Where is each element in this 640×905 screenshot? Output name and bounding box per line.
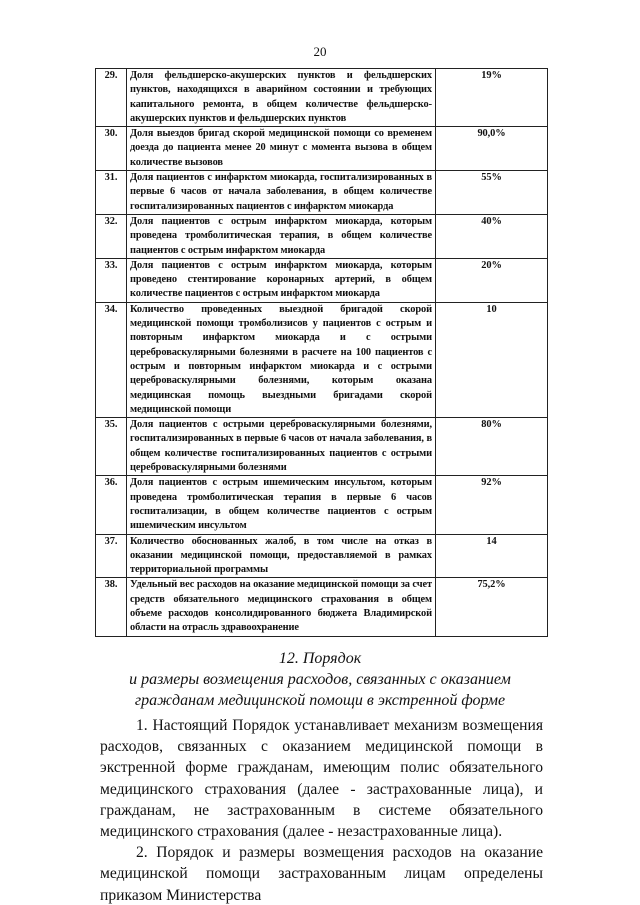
target-value: 55% (436, 171, 548, 215)
heading-line: гражданам медицинской помощи в экстренной форме (134, 692, 506, 709)
row-number: 29. (96, 69, 127, 127)
indicator-text: Доля пациентов с острыми цереброваскулярными болезнями, госпитализированных в первые 6 часов от начала заболевания, в общем количестве госпитализированных пациентов с острыми цереброваскулярными болезнями (127, 418, 436, 476)
section-body (100, 715, 543, 905)
indicator-text: Доля выездов бригад скорой медицинской помощи со временем доезда до пациента менее 20 минут с момента вызова в общем количестве вызовов (127, 127, 436, 171)
table-row (96, 418, 548, 476)
target-value: 19% (436, 69, 548, 127)
target-value: 75,2% (436, 578, 548, 636)
indicator-text: Удельный вес расходов на оказание медицинской помощи за счет средств обязательного медицинского страхования в общем объеме расходов консолидированного бюджета Владимирской области на отрасль здравоохранение (127, 578, 436, 636)
heading-line: 12. Порядок (278, 650, 362, 667)
paragraph: 1. Настоящий Порядок устанавливает механизм возмещения расходов, связанных с оказанием медицинской помощи в экстренной форме гражданам, имеющим полис обязательного медицинского страхования (далее - застрахованные лица), и гражданам, не застрахованным в системе обязательного медицинского страхования (далее - незастрахованные лица). (100, 717, 543, 841)
indicators-table (95, 68, 548, 637)
target-value: 40% (436, 214, 548, 258)
indicator-text: Количество проведенных выездной бригадой скорой медицинской помощи тромболизисов у пациентов с острым и повторным инфарктом миокарда и с острыми цереброваскулярными болезнями в расчете на 100 пациентов с острым и повторным инфарктом миокарда и с острыми цереброваскулярными болезнями, которым оказана медицинская помощь выездными бригадами скорой медицинской помощи (127, 302, 436, 417)
target-value: 92% (436, 476, 548, 534)
indicator-text: Доля пациентов с острым инфарктом миокарда, которым проведена тромболитическая терапия, в общем количестве пациентов с острым инфарктом миокарда (127, 214, 436, 258)
section-heading (0, 648, 640, 711)
target-value: 90,0% (436, 127, 548, 171)
target-value: 14 (436, 534, 548, 578)
table-row (96, 302, 548, 417)
row-number: 33. (96, 258, 127, 302)
row-number: 36. (96, 476, 127, 534)
indicator-text: Доля пациентов с острым ишемическим инсультом, которым проведена тромболитическая терапия в первые 6 часов госпитализации, в общем количестве пациентов с острым ишемическим инсультом (127, 476, 436, 534)
indicator-text: Количество обоснованных жалоб, в том числе на отказ в оказании медицинской помощи, предоставляемой в рамках территориальной программы (127, 534, 436, 578)
table-row (96, 476, 548, 534)
row-number: 30. (96, 127, 127, 171)
page-number: 20 (313, 44, 327, 59)
table-row (96, 214, 548, 258)
row-number: 37. (96, 534, 127, 578)
indicator-text: Доля пациентов с инфарктом миокарда, госпитализированных в первые 6 часов от начала заболевания, в общем количестве госпитализированных пациентов с инфарктом миокарда (127, 171, 436, 215)
row-number: 32. (96, 214, 127, 258)
table-row (96, 258, 548, 302)
table-row (96, 578, 548, 636)
table-row (96, 69, 548, 127)
target-value: 10 (436, 302, 548, 417)
row-number: 38. (96, 578, 127, 636)
paragraph: 2. Порядок и размеры возмещения расходов на оказание медицинской помощи застрахованным лицам определены приказом Министерства (100, 844, 543, 904)
table-row (96, 534, 548, 578)
row-number: 34. (96, 302, 127, 417)
target-value: 80% (436, 418, 548, 476)
indicator-text: Доля фельдшерско-акушерских пунктов и фельдшерских пунктов, находящихся в аварийном состоянии и требующих капитального ремонта, в общем количестве фельдшерско-акушерских пунктов и фельдшерских пунктов (127, 69, 436, 127)
target-value: 20% (436, 258, 548, 302)
table-row (96, 127, 548, 171)
row-number: 35. (96, 418, 127, 476)
table-row (96, 171, 548, 215)
indicator-text: Доля пациентов с острым инфарктом миокарда, которым проведено стентирование коронарных артерий, в общем количестве пациентов с острым инфарктом миокарда (127, 258, 436, 302)
heading-line: и размеры возмещения расходов, связанных с оказанием (129, 671, 511, 688)
row-number: 31. (96, 171, 127, 215)
